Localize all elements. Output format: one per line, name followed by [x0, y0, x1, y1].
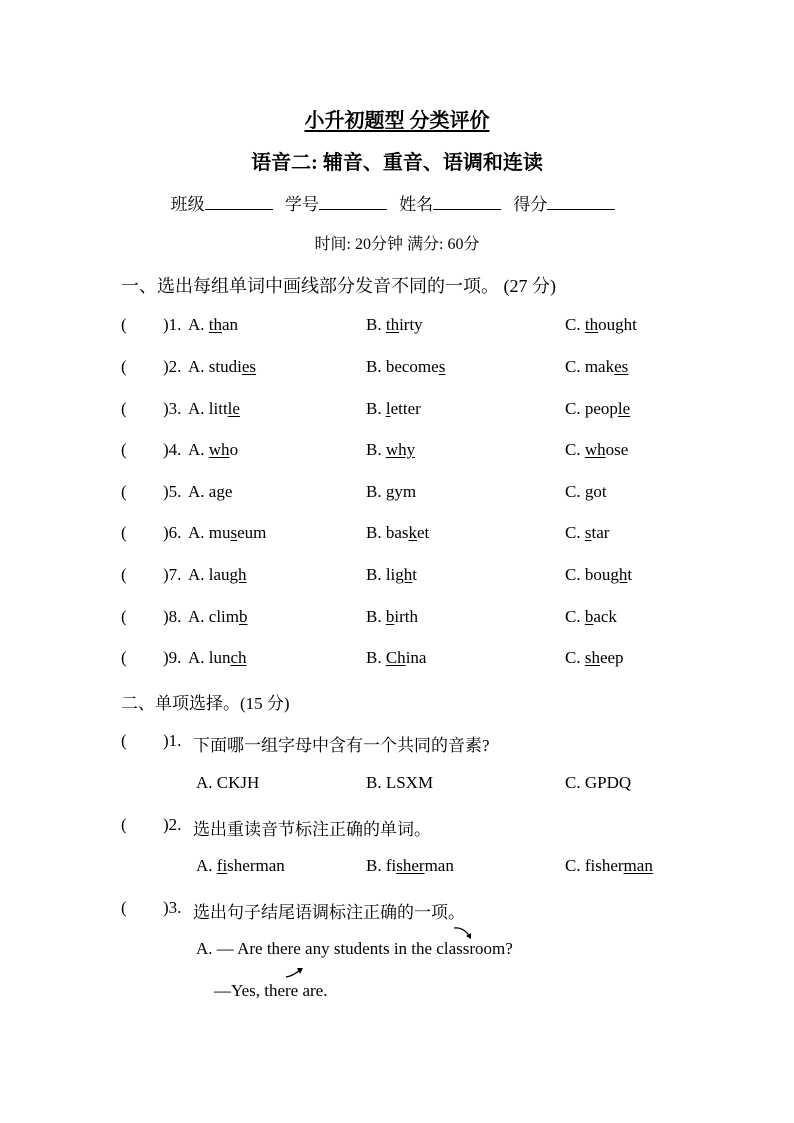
q2-number: )2.: [163, 815, 182, 834]
option-a: A. laugh: [188, 565, 247, 584]
item-answer-paren[interactable]: (: [121, 440, 127, 459]
item-answer-paren[interactable]: (: [121, 565, 127, 584]
time-and-score: 时间: 20分钟 满分: 60分: [314, 236, 480, 253]
option-c: C. thought: [565, 315, 637, 334]
student-number-label: 学号: [284, 195, 319, 214]
section2-heading: 二、单项选择。(15 分): [121, 694, 290, 713]
option-b: B. gym: [366, 482, 417, 501]
option-c: C. bought: [565, 565, 633, 584]
item-answer-paren[interactable]: (: [121, 399, 127, 418]
option-b: B. China: [366, 648, 427, 667]
class-label: 班级: [170, 195, 205, 214]
option-a: A. museum: [188, 523, 267, 542]
item-number: )2.: [163, 357, 182, 376]
q2-option-c: C. fisherman: [565, 856, 653, 875]
q1-option-c: C. GPDQ: [565, 773, 632, 792]
option-a: A. little: [188, 399, 240, 418]
item-number: )9.: [163, 648, 182, 667]
score-label: 得分: [513, 195, 548, 214]
option-a: A. studies: [188, 357, 257, 376]
rising-intonation-arrow-icon: [284, 966, 306, 980]
option-a: A. climb: [188, 607, 248, 626]
option-a: A. who: [188, 440, 239, 459]
q2-answer-paren[interactable]: (: [121, 815, 127, 834]
option-c: C. star: [565, 523, 610, 542]
option-b: B. letter: [366, 399, 421, 418]
item-answer-paren[interactable]: (: [121, 315, 127, 334]
option-c: C. sheep: [565, 648, 624, 667]
student-info-line: [0, 190, 794, 215]
option-b: B. becomes: [366, 357, 446, 376]
item-number: )7.: [163, 565, 182, 584]
item-number: )4.: [163, 440, 182, 459]
page-title: 小升初题型 分类评价: [304, 110, 490, 132]
option-a: A. than: [188, 315, 239, 334]
item-number: )1.: [163, 315, 182, 334]
q2-text: 选出重读音节标注正确的单词。: [193, 820, 431, 839]
option-b: B. why: [366, 440, 416, 459]
option-c: C. back: [565, 607, 617, 626]
q3-option-a-question: A. — Are there any students in the classroom?: [196, 939, 513, 958]
option-a: A. age: [188, 482, 233, 501]
option-c: C. makes: [565, 357, 629, 376]
option-b: B. birth: [366, 607, 418, 626]
student-number-blank[interactable]: [319, 209, 387, 210]
q1-option-a: A. CKJH: [196, 773, 260, 792]
option-c: C. whose: [565, 440, 629, 459]
item-number: )5.: [163, 482, 182, 501]
item-number: )6.: [163, 523, 182, 542]
option-b: B. light: [366, 565, 418, 584]
item-number: )3.: [163, 399, 182, 418]
item-number: )8.: [163, 607, 182, 626]
name-blank[interactable]: [433, 209, 501, 210]
option-c: C. got: [565, 482, 607, 501]
class-blank[interactable]: [205, 209, 273, 210]
item-answer-paren[interactable]: (: [121, 607, 127, 626]
q3-answer-paren[interactable]: (: [121, 898, 127, 917]
q2-option-a: A. fisherman: [196, 856, 285, 875]
item-answer-paren[interactable]: (: [121, 482, 127, 501]
option-a: A. lunch: [188, 648, 247, 667]
item-answer-paren[interactable]: (: [121, 357, 127, 376]
item-answer-paren[interactable]: (: [121, 523, 127, 542]
q3-option-a-answer: —Yes, there are.: [214, 981, 328, 1000]
option-b: B. thirty: [366, 315, 423, 334]
q1-answer-paren[interactable]: (: [121, 731, 127, 750]
name-label: 姓名: [399, 195, 434, 214]
score-blank[interactable]: [547, 209, 615, 210]
q2-option-b: B. fisherman: [366, 856, 454, 875]
page-subtitle: 语音二: 辅音、重音、语调和连读: [251, 152, 543, 174]
q1-number: )1.: [163, 731, 182, 750]
q3-text: 选出句子结尾语调标注正确的一项。: [193, 903, 465, 922]
item-answer-paren[interactable]: (: [121, 648, 127, 667]
q1-text: 下面哪一组字母中含有一个共同的音素?: [193, 736, 490, 755]
q1-option-b: B. LSXM: [366, 773, 434, 792]
section1-heading: 一、选出每组单词中画线部分发音不同的一项。 (27 分): [121, 276, 556, 296]
q3-number: )3.: [163, 898, 182, 917]
option-b: B. basket: [366, 523, 430, 542]
option-c: C. people: [565, 399, 631, 418]
